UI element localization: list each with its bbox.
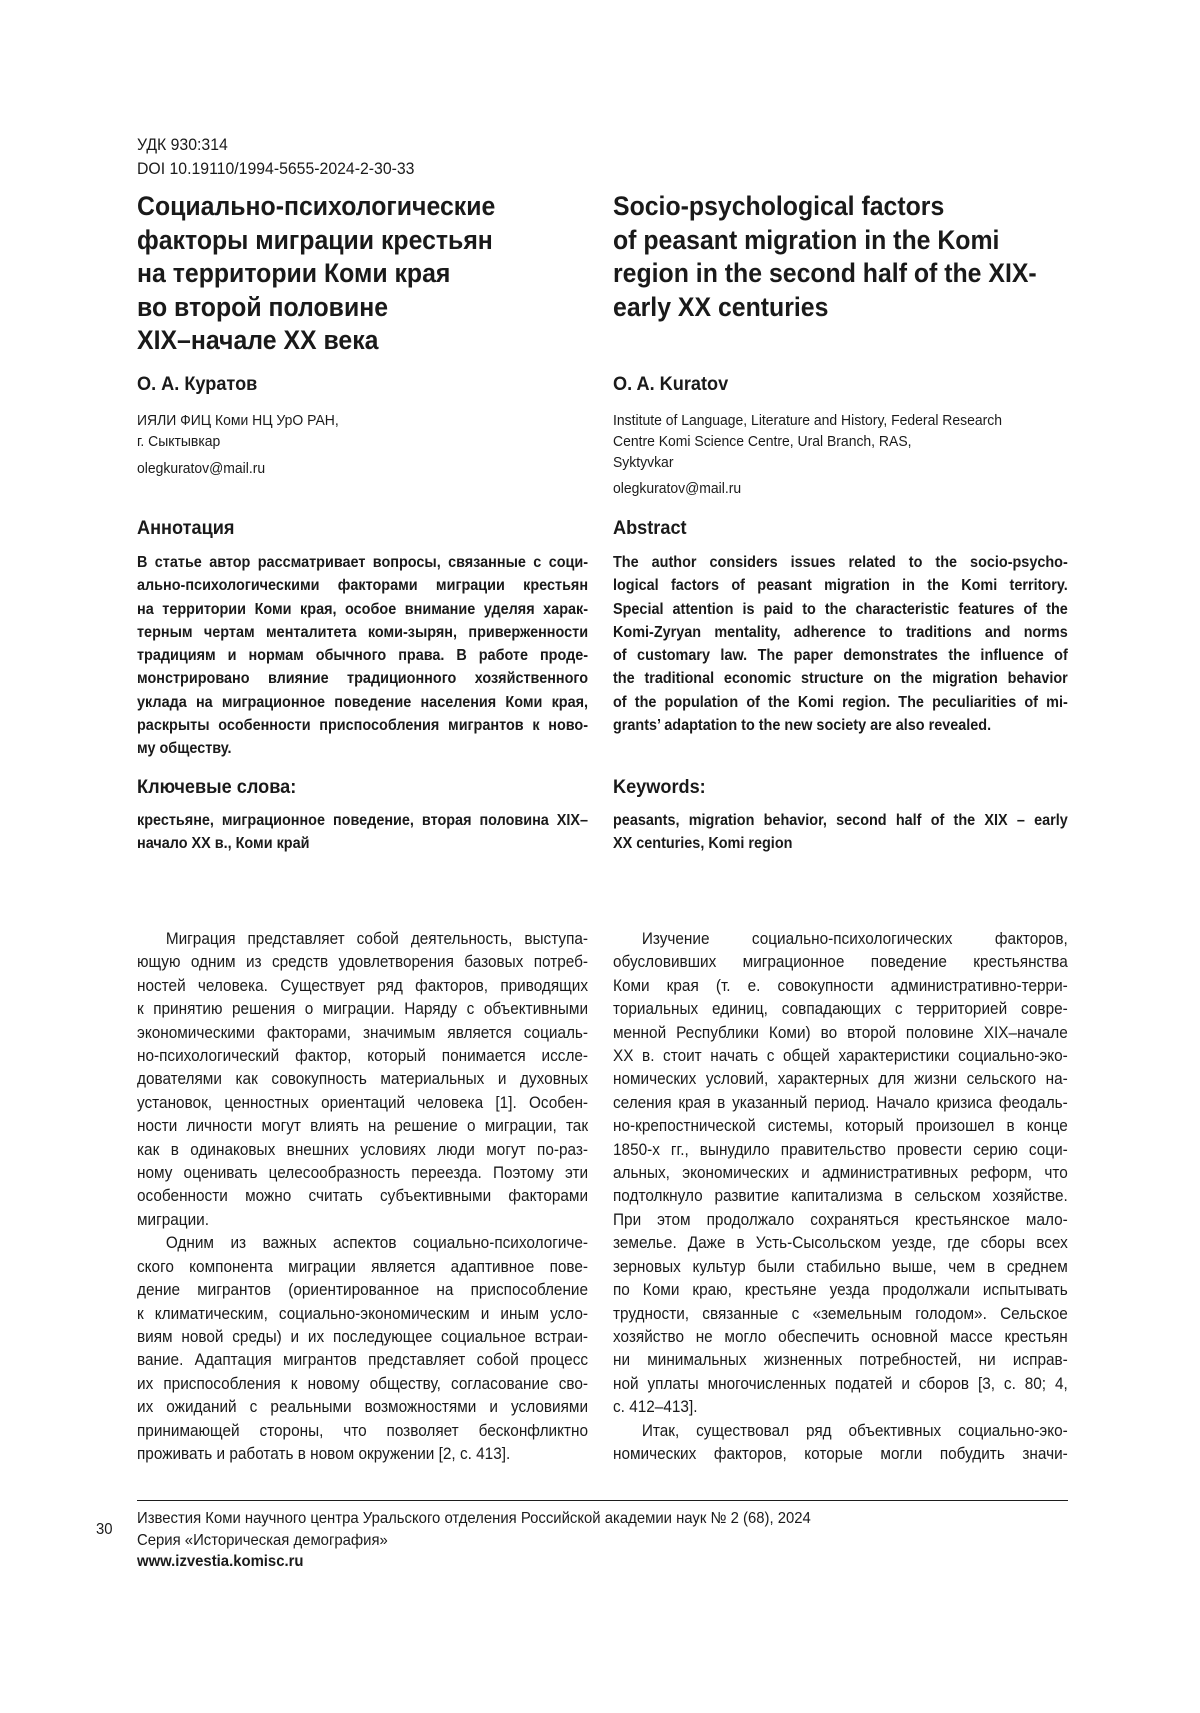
- body-text-line: зерновых культур были стабильно выше, чем в среднем: [613, 1257, 1068, 1276]
- body-text-line: 1850-х гг., вынудило правительство провести серию соци-: [613, 1140, 1068, 1159]
- abstract-line: традициям и нормам обычного права. В работе проде-: [137, 647, 589, 665]
- title-en-line: of peasant migration in the Komi: [613, 224, 1000, 255]
- body-text-line: обусловивших миграционное поведение крестьянства: [613, 953, 1068, 972]
- body-text-line: менной Республики Коми) во второй половине XIX–начале: [613, 1023, 1068, 1042]
- body-text-line: трудности, связанные с «земельным голодом». Сельское: [613, 1304, 1068, 1323]
- keywords-line: peasants, migration behavior, second half of the XIX – early: [613, 812, 1068, 829]
- page-footer: [137, 1508, 1067, 1573]
- title-ru: [137, 190, 588, 358]
- abstract-heading-en: Abstract: [613, 516, 687, 539]
- keywords-heading-ru: Ключевые слова:: [137, 775, 297, 798]
- body-text-line: Изучение социально-психологических факторов,: [641, 930, 1068, 948]
- udc-code: УДК 930:314: [137, 135, 228, 154]
- body-text-line: Итак, существовал ряд объективных социально-эко-: [641, 1421, 1068, 1440]
- keywords-line: начало XX в., Коми край: [137, 834, 310, 852]
- journal-series: Серия «Историческая демография»: [137, 1531, 388, 1549]
- body-text-line: дение мигрантов (ориентированное на приспособление: [137, 1281, 589, 1300]
- article-identifiers: [137, 133, 588, 180]
- title-en-line: Socio-psychological factors: [613, 191, 945, 221]
- abstract-line: раскрыты особенности приспособления мигрантов к ново-: [137, 717, 589, 735]
- abstract-line: logical factors of peasant migration in the Komi territory.: [613, 577, 1068, 595]
- abstract-ru: [137, 551, 588, 761]
- title-ru-line: факторы миграции крестьян: [137, 224, 493, 255]
- body-text-line: ному оценивать целесообразность переезда. Поэтому эти: [137, 1164, 589, 1183]
- body-text-line: ского компонента миграции является адаптивное пове-: [137, 1257, 589, 1276]
- body-text-line: дователями как совокупность материальных и духовных: [137, 1070, 589, 1089]
- keywords-en: [613, 810, 1068, 856]
- title-en-line: early XX centuries: [613, 291, 829, 322]
- body-text-line: к климатическим, социально-экономическим и иным усло-: [137, 1304, 589, 1323]
- title-en: [613, 190, 1064, 324]
- keywords-ru: [137, 810, 588, 856]
- body-column-left: [137, 928, 588, 1466]
- body-text-line: альных, экономических и административных реформ, что: [613, 1164, 1068, 1183]
- abstract-line: В статье автор рассматривает вопросы, связанные с соци-: [137, 554, 589, 571]
- title-en-line: region in the second half of the XIX-: [613, 258, 1037, 288]
- abstract-line: монстрировано влияние традиционного хозяйственного: [137, 670, 589, 688]
- body-text-line: селения края в указанный период. Начало кризиса феодаль-: [613, 1093, 1068, 1112]
- page-number: 30: [96, 1521, 113, 1538]
- body-paragraph: [137, 1232, 588, 1466]
- body-text-line: хозяйство не могло обеспечить основной массе крестьян: [613, 1327, 1068, 1346]
- abstract-line: му обществу.: [137, 740, 232, 758]
- abstract-line: уклада на миграционное поведение населения Коми края,: [137, 693, 589, 711]
- body-text-line: ни минимальных жизненных потребностей, ни исправ-: [613, 1351, 1068, 1370]
- body-text-line: Миграция представляет собой деятельность, выступа-: [165, 930, 589, 948]
- body-text-line: как в одинаковых внешних условиях люди могут по-раз-: [137, 1140, 589, 1159]
- body-text-line: ной уплаты многочисленных податей и сборов [3, с. 80; 4,: [613, 1374, 1068, 1393]
- body-text-line: Одним из важных аспектов социально-психологиче-: [165, 1234, 589, 1253]
- body-text-line: XX в. стоит начать с общей характеристики социально-эко-: [613, 1047, 1068, 1066]
- affiliation-line: Centre Komi Science Centre, Ural Branch, RAS,: [613, 432, 912, 450]
- abstract-line: the traditional economic structure on the migration behavior: [613, 670, 1068, 688]
- body-text-line: к принятию решения о миграции. Наряду с объективными: [137, 1000, 589, 1019]
- body-text-line: но-крепостнической системы, который произошел в конце: [613, 1117, 1068, 1136]
- affiliation-ru: [137, 410, 592, 452]
- body-text-line: с. 412–413].: [613, 1398, 698, 1417]
- author-email-ru[interactable]: olegkuratov@mail.ru: [137, 459, 266, 477]
- keywords-heading-en: Keywords:: [613, 775, 706, 798]
- body-text-line: подтолкнуло развитие капитализма в сельском хозяйстве.: [613, 1187, 1068, 1206]
- body-text-line: ториальных единиц, совпадающих с территорией совре-: [613, 1000, 1068, 1019]
- abstract-line: The author considers issues related to the socio-psycho-: [613, 554, 1068, 571]
- author-name-ru: О. А. Куратов: [137, 372, 258, 395]
- body-paragraph: [613, 928, 1068, 1420]
- abstract-line: Komi-Zyryan mentality, adherence to traditions and norms: [613, 623, 1068, 641]
- abstract-line: grants’ adaptation to the new society are also revealed.: [613, 717, 992, 735]
- abstract-line: of customary law. The paper demonstrates the influence of: [613, 647, 1068, 665]
- body-text-line: миграции.: [137, 1210, 209, 1229]
- journal-name: Известия Коми научного центра Уральского отделения Российской академии наук № 2 (68), 2024: [137, 1510, 811, 1527]
- keywords-line: крестьяне, миграционное поведение, вторая половина XIX–: [137, 812, 589, 829]
- body-text-line: номических факторов, которые могли побудить значи-: [613, 1444, 1068, 1463]
- footer-divider: [137, 1500, 1068, 1501]
- abstract-line: терным чертам менталитета коми-зырян, приверженности: [137, 623, 589, 641]
- abstract-heading-ru: Аннотация: [137, 516, 235, 539]
- abstract-line: ально-психологическими факторами миграции крестьян: [137, 577, 589, 595]
- body-text-line: особенности можно считать субъективными факторами: [137, 1187, 589, 1206]
- affiliation-line: г. Сыктывкар: [137, 432, 221, 450]
- abstract-line: Special attention is paid to the characteristic features of the: [613, 600, 1068, 618]
- title-ru-line: на территории Коми края: [137, 258, 451, 288]
- affiliation-line: ИЯЛИ ФИЦ Коми НЦ УрО РАН,: [137, 411, 339, 429]
- keywords-line: XX centuries, Komi region: [613, 834, 793, 852]
- body-text-line: виям новой среды) и их последующее социальное встраи-: [137, 1327, 589, 1346]
- body-text-line: проживать и работать в новом окружении [2, с. 413].: [137, 1444, 511, 1463]
- body-text-line: экономическими факторами, значимым является социаль-: [137, 1023, 589, 1042]
- abstract-en: [613, 551, 1068, 737]
- abstract-line: of the population of the Komi region. The peculiarities of mi-: [613, 693, 1068, 711]
- body-paragraph: [137, 928, 588, 1232]
- title-ru-line: XIX–начале XX века: [137, 325, 379, 355]
- body-text-line: вание. Адаптация мигрантов представляет собой процесс: [137, 1351, 589, 1370]
- author-email-en[interactable]: olegkuratov@mail.ru: [613, 480, 742, 498]
- author-name-en: O. A. Kuratov: [613, 372, 729, 395]
- title-ru-line: Социально-психологические: [137, 191, 496, 221]
- body-paragraph: [613, 1420, 1068, 1467]
- body-text-line: земелье. Даже в Усть-Сысольском уезде, где сборы всех: [613, 1234, 1068, 1253]
- body-text-line: их ожиданий с реальными возможностями и условиями: [137, 1398, 589, 1417]
- journal-website-link[interactable]: www.izvestia.komisc.ru: [137, 1553, 304, 1570]
- affiliation-en: [613, 410, 1068, 473]
- affiliation-line: Institute of Language, Literature and History, Federal Research: [613, 411, 1003, 429]
- body-text-line: ностей человека. Существует ряд факторов, приводящих: [137, 976, 589, 995]
- body-text-line: принимающей стороны, что позволяет бесконфликтно: [137, 1421, 589, 1440]
- affiliation-line: Syktyvkar: [613, 453, 674, 471]
- body-text-line: При этом продолжало сохраняться крестьянское мало-: [613, 1210, 1068, 1229]
- body-text-line: их приспособления к новому обществу, согласование сво-: [137, 1374, 589, 1393]
- body-text-line: ности личности могут влиять на решение о миграции, так: [137, 1117, 589, 1136]
- body-text-line: Коми края (т. е. совокупности административно-терри-: [613, 976, 1068, 995]
- body-text-line: по Коми краю, крестьяне уезда продолжали испытывать: [613, 1281, 1068, 1300]
- body-text-line: ющую одним из средств удовлетворения базовых потреб-: [137, 953, 589, 972]
- body-column-right: [613, 928, 1068, 1466]
- abstract-line: на территории Коми края, особое внимание уделяя харак-: [137, 600, 589, 618]
- body-text-line: номических условий, характерных для жизни сельского на-: [613, 1070, 1068, 1089]
- body-text-line: но-психологический фактор, который понимается иссле-: [137, 1047, 589, 1066]
- body-text-line: установок, ценностных ориентаций человека [1]. Особен-: [137, 1093, 589, 1112]
- doi: DOI 10.19110/1994-5655-2024-2-30-33: [137, 158, 415, 178]
- title-ru-line: во второй половине: [137, 291, 389, 322]
